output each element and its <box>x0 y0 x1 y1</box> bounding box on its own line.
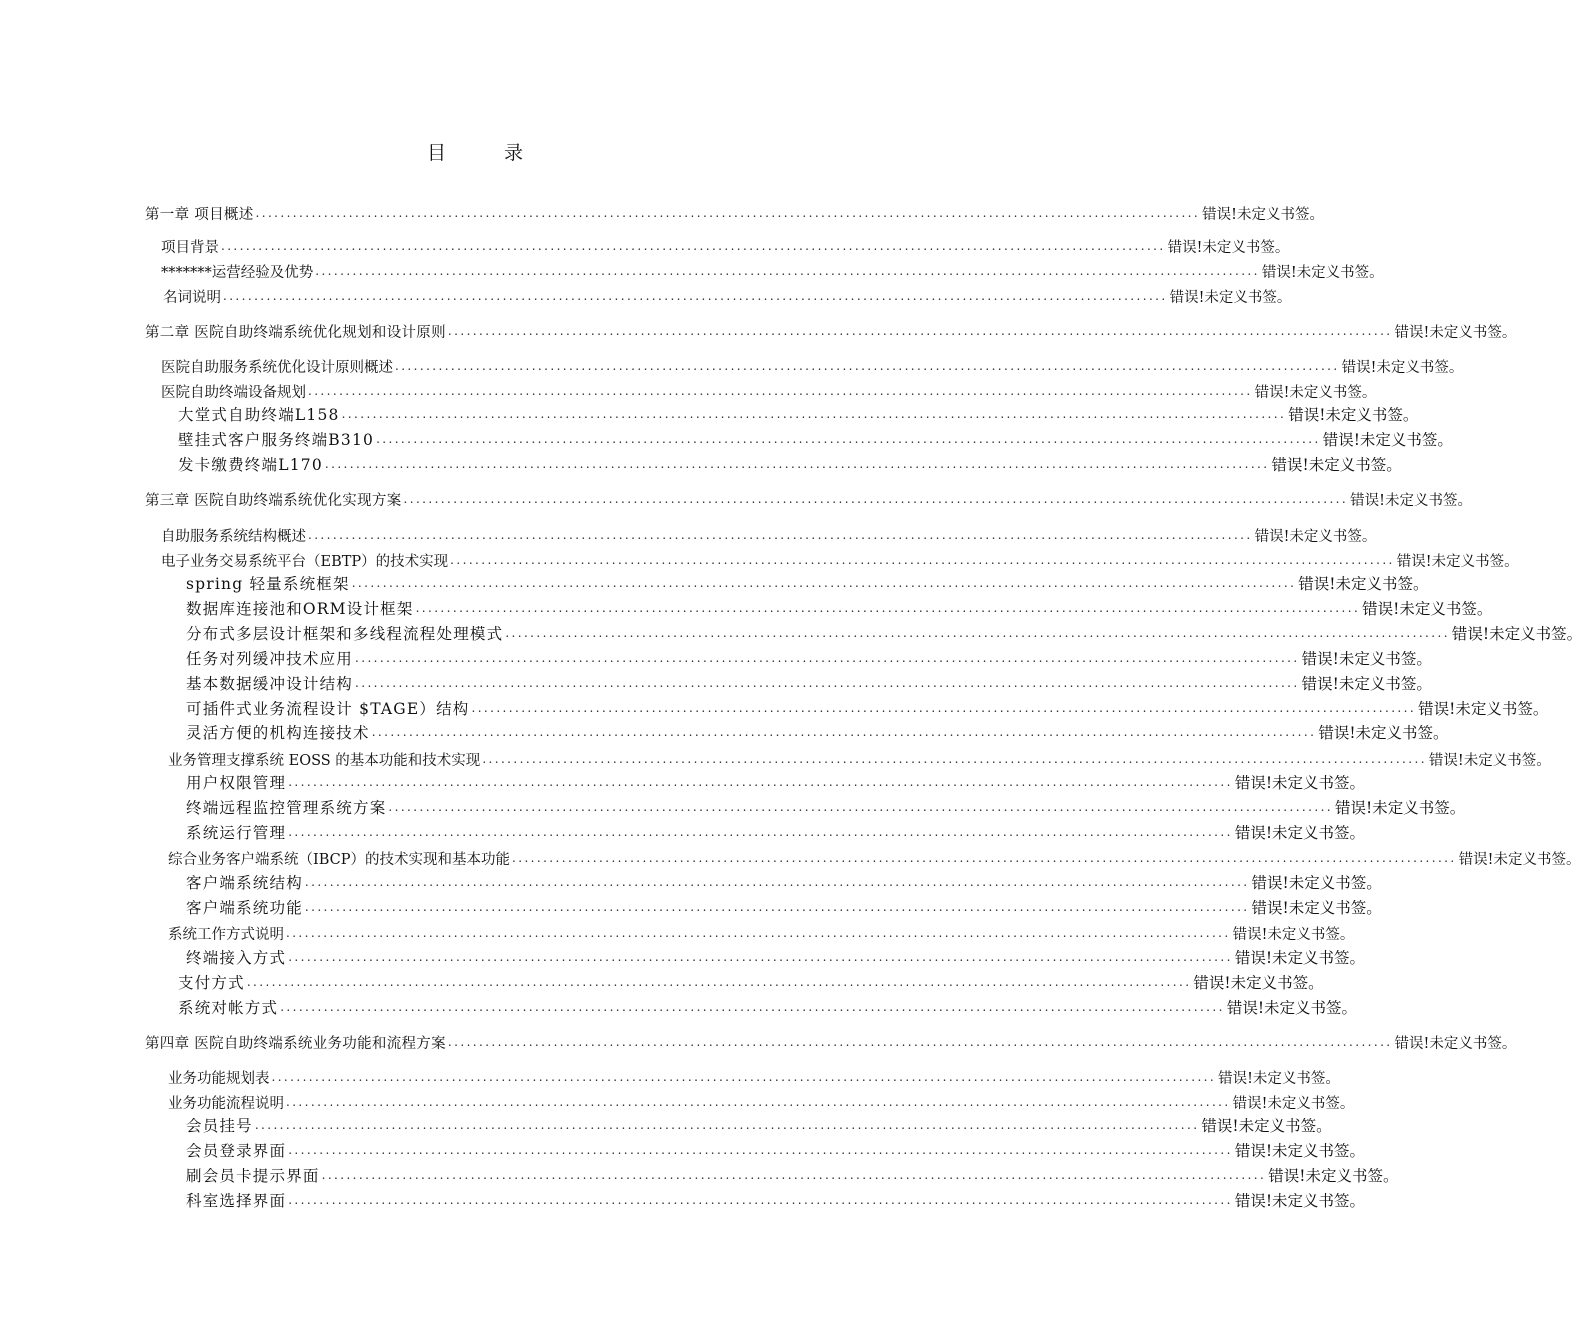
toc-entry-page-ref: 错误!未定义书签。 <box>1350 492 1472 509</box>
toc-entry-text: 分布式多层设计框架和多线程流程处理模式 <box>186 625 504 643</box>
toc-leader-dots: ........................................................................................................................................................ <box>288 1193 1233 1207</box>
toc-leader-dots: ........................................................................................................................................................ <box>223 289 1168 303</box>
toc-entry-text: 系统工作方式说明 <box>168 926 284 943</box>
toc-entry[interactable] <box>168 1065 1340 1089</box>
toc-entry-page-ref: 错误!未定义书签。 <box>1396 553 1519 570</box>
toc-entry[interactable] <box>178 402 1419 426</box>
toc-entry[interactable] <box>186 696 1549 720</box>
toc-entry-page-ref: 错误!未定义书签。 <box>1271 456 1402 474</box>
toc-entry-page-ref: 错误!未定义书签。 <box>1394 324 1517 341</box>
toc-entry-text: 终端远程监控管理系统方案 <box>186 799 387 817</box>
toc-entry-page-ref: 错误!未定义书签。 <box>1167 239 1290 256</box>
toc-entry-text: 系统运行管理 <box>186 824 287 842</box>
toc-leader-dots: ........................................................................................................................................................ <box>395 359 1340 373</box>
toc-leader-dots: ........................................................................................................................................................ <box>341 407 1287 421</box>
toc-leader-dots: ........................................................................................................................................................ <box>355 676 1300 690</box>
toc-leader-dots: ........................................................................................................................................................ <box>415 601 1361 615</box>
toc-entry-page-ref: 错误!未定义书签。 <box>1232 1095 1355 1112</box>
toc-entry-page-ref: 错误!未定义书签。 <box>1394 1035 1517 1052</box>
toc-entry-text: 医院自助服务系统优化设计原则概述 <box>161 359 393 376</box>
toc-entry-page-ref: 错误!未定义书签。 <box>1301 650 1432 668</box>
toc-entry-page-ref: 错误!未定义书签。 <box>1428 752 1551 769</box>
toc-leader-dots: ........................................................................................................................................................ <box>271 1070 1217 1084</box>
toc-entry-page-ref: 错误!未定义书签。 <box>1288 406 1419 424</box>
toc-entry-text: 支付方式 <box>178 974 245 992</box>
toc-entry[interactable] <box>186 795 1466 819</box>
toc-entry-text: 数据库连接池和ORM设计框架 <box>186 600 414 618</box>
toc-entry-page-ref: 错误!未定义书签。 <box>1458 851 1581 868</box>
toc-leader-dots: ........................................................................................................................................................ <box>388 800 1334 814</box>
toc-entry-text: 业务功能流程说明 <box>168 1095 284 1112</box>
toc-entry[interactable] <box>178 452 1402 476</box>
toc-entry-text: 可插件式业务流程设计 $TAGE）结构 <box>186 700 470 718</box>
toc-entry-page-ref: 错误!未定义书签。 <box>1232 926 1355 943</box>
toc-entry[interactable] <box>186 621 1582 645</box>
toc-entry-page-ref: 错误!未定义书签。 <box>1169 289 1292 306</box>
toc-entry-text: 任务对列缓冲技术应用 <box>186 650 354 668</box>
toc-entry[interactable] <box>161 523 1377 547</box>
toc-entry[interactable] <box>163 284 1292 308</box>
toc-entry-text: 电子业务交易系统平台（EBTP）的技术实现 <box>161 553 449 570</box>
toc-entry-text: *******运营经验及优势 <box>161 264 314 281</box>
toc-leader-dots: ........................................................................................................................................................ <box>288 775 1233 789</box>
toc-leader-dots: ........................................................................................................................................................ <box>403 492 1349 506</box>
toc-entry-text: 基本数据缓冲设计结构 <box>186 675 354 693</box>
toc-entry-page-ref: 错误!未定义书签。 <box>1318 724 1449 742</box>
toc-entry[interactable] <box>186 945 1366 969</box>
toc-entry-page-ref: 错误!未定义书签。 <box>1451 625 1582 643</box>
toc-entry[interactable] <box>186 596 1493 620</box>
toc-entry-page-ref: 错误!未定义书签。 <box>1234 1142 1366 1160</box>
toc-entry-text: 自助服务系统结构概述 <box>161 528 306 545</box>
toc-leader-dots: ........................................................................................................................................................ <box>321 1168 1267 1182</box>
toc-entry-text: 项目背景 <box>161 239 219 256</box>
toc-entry-text: 名词说明 <box>163 289 221 306</box>
toc-entry-text: 客户端系统功能 <box>186 899 303 917</box>
toc-leader-dots: ........................................................................................................................................................ <box>254 1118 1200 1132</box>
toc-entry[interactable] <box>161 354 1464 378</box>
toc-entry-text: 医院自助终端设备规划 <box>161 384 306 401</box>
toc-leader-dots: ........................................................................................................................................................ <box>505 626 1450 640</box>
toc-entry[interactable] <box>161 379 1377 403</box>
toc-entry-page-ref: 错误!未定义书签。 <box>1234 1192 1366 1210</box>
toc-entry-text: 第四章 医院自助终端系统业务功能和流程方案 <box>145 1035 446 1052</box>
toc-leader-dots: ........................................................................................................................................................ <box>221 239 1166 253</box>
toc-leader-dots: ........................................................................................................................................................ <box>324 457 1270 471</box>
toc-entry[interactable] <box>145 319 1517 343</box>
toc-entry-text: 综合业务客户端系统（IBCP）的技术实现和基本功能 <box>168 851 511 868</box>
toc-leader-dots: ........................................................................................................................................................ <box>471 701 1417 715</box>
toc-entry-text: 科室选择界面 <box>186 1192 287 1210</box>
toc-leader-dots: ........................................................................................................................................................ <box>255 206 1201 220</box>
toc-entry-text: 第一章 项目概述 <box>145 206 254 223</box>
toc-leader-dots: ........................................................................................................................................................ <box>246 975 1192 989</box>
toc-entry-page-ref: 错误!未定义书签。 <box>1362 600 1493 618</box>
toc-entry-page-ref: 错误!未定义书签。 <box>1234 949 1366 967</box>
toc-entry[interactable] <box>168 747 1551 771</box>
toc-entry-text: 客户端系统结构 <box>186 874 303 892</box>
toc-entry[interactable] <box>186 895 1382 919</box>
toc-entry-page-ref: 错误!未定义书签。 <box>1193 974 1324 992</box>
toc-entry[interactable] <box>168 921 1355 945</box>
toc-entry-text: 业务功能规划表 <box>168 1070 270 1087</box>
toc-entry[interactable] <box>161 234 1290 258</box>
toc-leader-dots: ........................................................................................................................................................ <box>315 264 1260 278</box>
toc-entry-text: 发卡缴费终端L170 <box>178 456 323 474</box>
toc-entry-page-ref: 错误!未定义书签。 <box>1298 575 1429 593</box>
toc-entry[interactable] <box>186 1163 1399 1187</box>
toc-entry[interactable] <box>145 201 1324 225</box>
toc-entry-page-ref: 错误!未定义书签。 <box>1202 206 1324 223</box>
toc-leader-dots: ........................................................................................................................................................ <box>371 725 1317 739</box>
toc-leader-dots: ........................................................................................................................................................ <box>308 528 1253 542</box>
toc-title: 目 录 <box>426 142 550 164</box>
toc-entry[interactable] <box>186 671 1432 695</box>
toc-entry[interactable] <box>161 259 1384 283</box>
toc-entry[interactable] <box>145 1030 1517 1054</box>
toc-entry[interactable] <box>168 846 1581 870</box>
toc-entry[interactable] <box>186 571 1429 595</box>
toc-entry-text: 第二章 医院自助终端系统优化规划和设计原则 <box>145 324 446 341</box>
toc-entry-page-ref: 错误!未定义书签。 <box>1201 1117 1332 1135</box>
toc-leader-dots: ........................................................................................................................................................ <box>288 950 1233 964</box>
toc-entry-page-ref: 错误!未定义书签。 <box>1251 899 1382 917</box>
toc-entry-page-ref: 错误!未定义书签。 <box>1218 1070 1340 1087</box>
toc-entry-page-ref: 错误!未定义书签。 <box>1268 1167 1399 1185</box>
toc-entry[interactable] <box>186 770 1366 794</box>
toc-leader-dots: ........................................................................................................................................................ <box>376 432 1321 446</box>
toc-leader-dots: ........................................................................................................................................................ <box>351 576 1297 590</box>
toc-entry[interactable] <box>186 870 1382 894</box>
toc-entry[interactable] <box>168 1090 1355 1114</box>
toc-entry[interactable] <box>145 487 1472 511</box>
toc-entry-page-ref: 错误!未定义书签。 <box>1341 359 1464 376</box>
toc-entry-text: 会员登录界面 <box>186 1142 287 1160</box>
toc-entry[interactable] <box>178 970 1324 994</box>
toc-entry-text: 终端接入方式 <box>186 949 287 967</box>
toc-leader-dots: ........................................................................................................................................................ <box>447 1035 1393 1049</box>
toc-entry[interactable] <box>161 548 1519 572</box>
toc-entry[interactable] <box>186 1113 1332 1137</box>
toc-entry[interactable] <box>186 1138 1366 1162</box>
toc-leader-dots: ........................................................................................................................................................ <box>355 651 1300 665</box>
toc-entry[interactable] <box>178 427 1453 451</box>
toc-leader-dots: ........................................................................................................................................................ <box>512 851 1457 865</box>
toc-leader-dots: ........................................................................................................................................................ <box>482 752 1427 766</box>
toc-leader-dots: ........................................................................................................................................................ <box>447 324 1393 338</box>
toc-leader-dots: ........................................................................................................................................................ <box>304 900 1250 914</box>
toc-leader-dots: ........................................................................................................................................................ <box>280 1000 1225 1014</box>
toc-leader-dots: ........................................................................................................................................................ <box>450 553 1395 567</box>
toc-entry-text: 业务管理支撑系统 EOSS 的基本功能和技术实现 <box>168 752 481 769</box>
toc-leader-dots: ........................................................................................................................................................ <box>308 384 1253 398</box>
toc-entry-page-ref: 错误!未定义书签。 <box>1251 874 1382 892</box>
toc-leader-dots: ........................................................................................................................................................ <box>288 1143 1233 1157</box>
toc-leader-dots: ........................................................................................................................................................ <box>286 926 1231 940</box>
toc-entry-page-ref: 错误!未定义书签。 <box>1234 774 1366 792</box>
toc-entry-text: 第三章 医院自助终端系统优化实现方案 <box>145 492 402 509</box>
toc-entry[interactable] <box>186 1188 1366 1212</box>
toc-entry-page-ref: 错误!未定义书签。 <box>1418 700 1549 718</box>
toc-entry-text: 会员挂号 <box>186 1117 253 1135</box>
toc-entry-page-ref: 错误!未定义书签。 <box>1322 431 1453 449</box>
toc-entry[interactable] <box>178 995 1358 1019</box>
toc-entry-text: 大堂式自助终端L158 <box>178 406 340 424</box>
toc-entry-page-ref: 错误!未定义书签。 <box>1254 528 1377 545</box>
toc-entry-page-ref: 错误!未定义书签。 <box>1261 264 1384 281</box>
toc-entry-text: 系统对帐方式 <box>178 999 279 1017</box>
toc-entry-text: 壁挂式客户服务终端B310 <box>178 431 375 449</box>
toc-entry-page-ref: 错误!未定义书签。 <box>1301 675 1432 693</box>
toc-entry-text: 用户权限管理 <box>186 774 287 792</box>
toc-entry-page-ref: 错误!未定义书签。 <box>1254 384 1377 401</box>
toc-entry[interactable] <box>186 820 1366 844</box>
toc-entry[interactable] <box>186 720 1449 744</box>
toc-entry-text: spring 轻量系统框架 <box>186 575 350 593</box>
toc-entry-text: 灵活方便的机构连接技术 <box>186 724 370 742</box>
toc-entry-page-ref: 错误!未定义书签。 <box>1234 824 1366 842</box>
toc-leader-dots: ........................................................................................................................................................ <box>286 1095 1231 1109</box>
toc-leader-dots: ........................................................................................................................................................ <box>288 825 1233 839</box>
toc-entry-page-ref: 错误!未定义书签。 <box>1335 799 1466 817</box>
toc-entry[interactable] <box>186 646 1432 670</box>
toc-entry-text: 刷会员卡提示界面 <box>186 1167 320 1185</box>
toc-leader-dots: ........................................................................................................................................................ <box>304 875 1250 889</box>
toc-entry-page-ref: 错误!未定义书签。 <box>1226 999 1358 1017</box>
